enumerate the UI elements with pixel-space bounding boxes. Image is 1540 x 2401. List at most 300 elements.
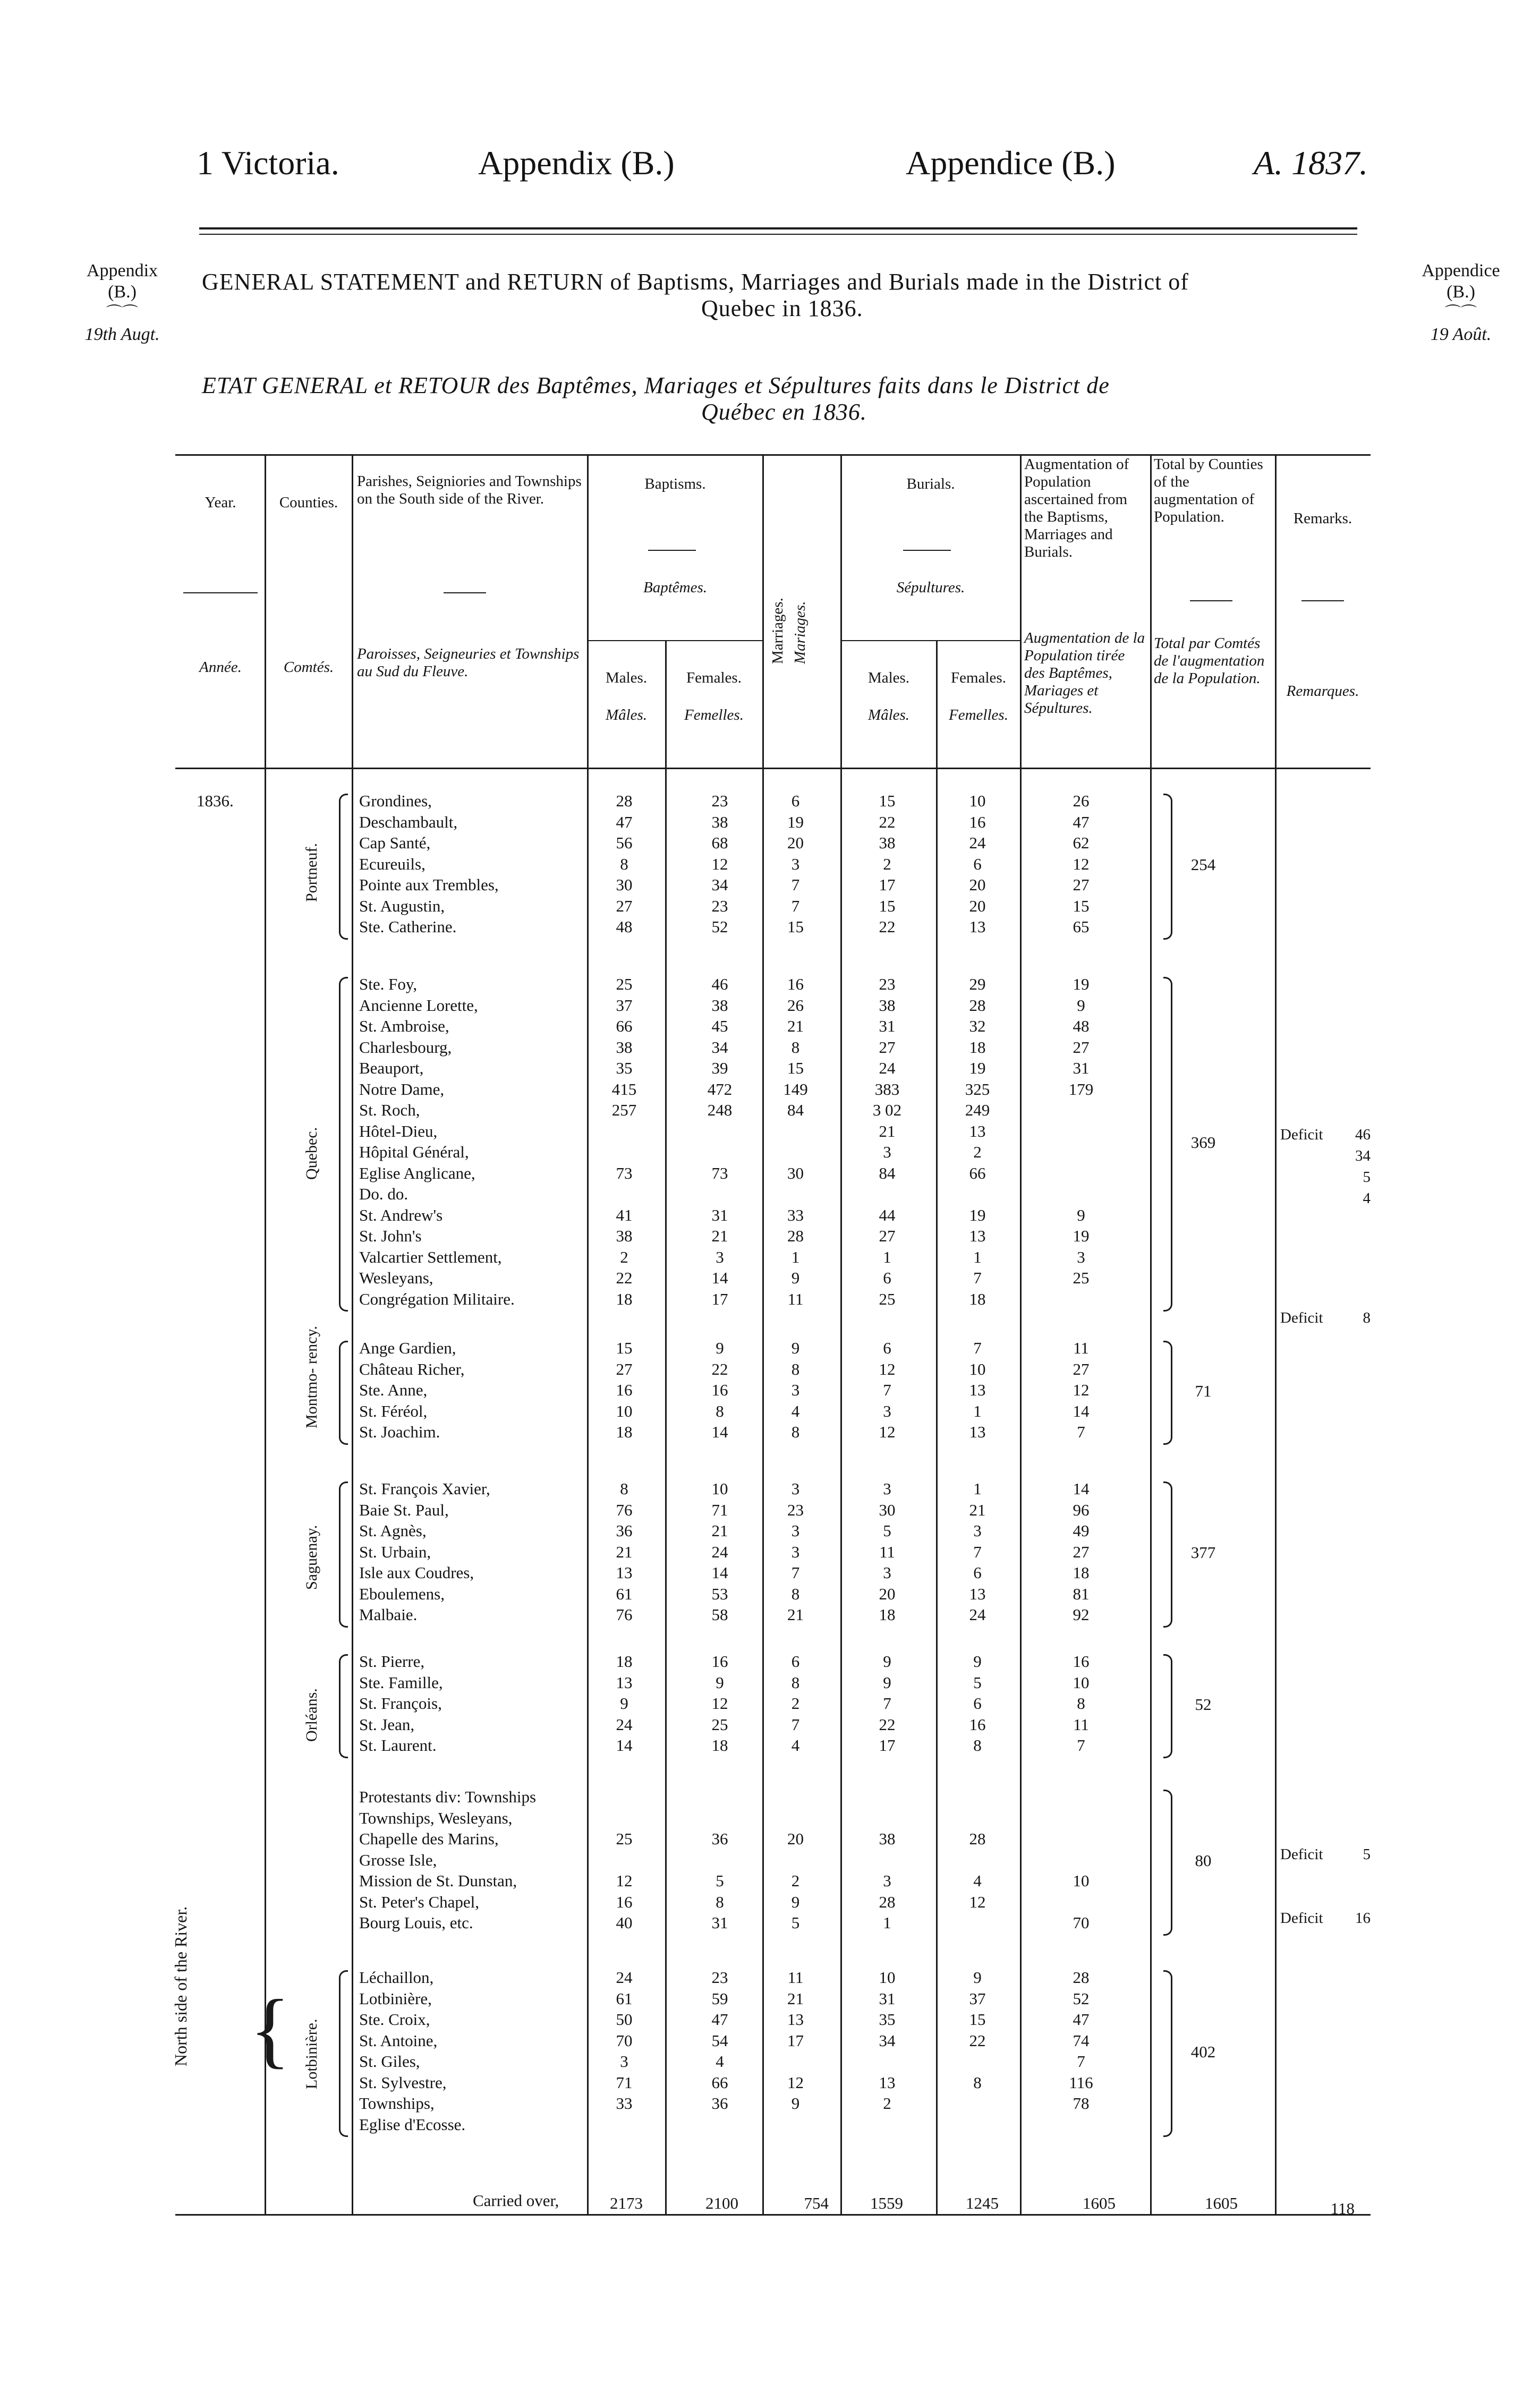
row-value: 179 bbox=[1068, 1079, 1094, 1099]
row-value: 78 bbox=[1073, 2094, 1090, 2113]
col-bur-males: Males. bbox=[867, 669, 910, 686]
vline bbox=[840, 454, 842, 2214]
total-brace bbox=[1163, 1970, 1172, 2137]
row-value: 53 bbox=[711, 1584, 728, 1603]
row-value: 13 bbox=[879, 2073, 896, 2092]
row-value: 8 bbox=[791, 1359, 800, 1378]
row-value: 3 02 bbox=[872, 1101, 902, 1119]
row-value: 76 bbox=[616, 1500, 633, 1519]
remark-value: 4 bbox=[1363, 1190, 1371, 1207]
row-value: 45 bbox=[711, 1017, 728, 1035]
title-fr-line2: Québec en 1836. bbox=[701, 399, 867, 425]
row-value: 3 bbox=[716, 1247, 724, 1266]
row-value: 19 bbox=[1073, 1227, 1090, 1245]
row-value: 2 bbox=[791, 1694, 800, 1713]
row-value: 7 bbox=[973, 1268, 982, 1287]
parish-name: St. François, bbox=[359, 1694, 442, 1713]
row-value: 1 bbox=[883, 1913, 891, 1932]
row-value: 14 bbox=[711, 1563, 728, 1582]
row-value: 27 bbox=[879, 1227, 896, 1245]
row-value: 4 bbox=[973, 1871, 982, 1890]
row-value: 76 bbox=[616, 1605, 633, 1624]
row-value: 2 bbox=[883, 2094, 891, 2113]
row-value: 27 bbox=[1073, 1359, 1090, 1378]
row-value: 472 bbox=[707, 1079, 733, 1099]
parish-name: Malbaie. bbox=[359, 1605, 418, 1624]
row-value: 47 bbox=[711, 2010, 728, 2029]
row-value: 2 bbox=[883, 854, 891, 873]
row-value: 14 bbox=[711, 1268, 728, 1287]
parish-name: Léchaillon, bbox=[359, 1968, 434, 1987]
row-value: 3 bbox=[883, 1401, 891, 1420]
row-value: 27 bbox=[879, 1037, 896, 1057]
county-total: 402 bbox=[1190, 2042, 1216, 2061]
parish-name: Valcartier Settlement, bbox=[359, 1247, 502, 1266]
remark-deficit: Deficit bbox=[1280, 1126, 1323, 1143]
margin-left: Appendix (B.) ⌒⌒ 19th Augt. bbox=[84, 261, 160, 344]
row-value: 30 bbox=[879, 1500, 896, 1519]
row-value: 24 bbox=[969, 833, 986, 852]
row-value: 71 bbox=[616, 2073, 633, 2092]
row-value: 8 bbox=[620, 1479, 628, 1498]
row-value: 8 bbox=[791, 1673, 800, 1692]
parish-name: St. François Xavier, bbox=[359, 1479, 490, 1498]
county-name: Portneuf. bbox=[303, 843, 320, 902]
header-sep bbox=[1301, 600, 1344, 601]
row-value: 12 bbox=[787, 2073, 804, 2092]
row-value: 4 bbox=[791, 1736, 800, 1755]
parish-name: Ste. Foy, bbox=[359, 975, 418, 993]
row-value: 9 bbox=[620, 1694, 628, 1713]
row-value: 16 bbox=[969, 1715, 986, 1734]
row-value: 9 bbox=[716, 1673, 724, 1692]
county-name: Lotbinière. bbox=[303, 2019, 320, 2089]
row-value: 9 bbox=[791, 1268, 800, 1287]
table-bottom-rule bbox=[175, 2214, 1371, 2216]
row-value: 3 bbox=[791, 1542, 800, 1561]
parish-name: Grondines, bbox=[359, 791, 432, 810]
header-center-left: Appendix (B.) bbox=[478, 144, 675, 182]
row-value: 48 bbox=[616, 917, 633, 936]
county-brace bbox=[339, 1482, 348, 1628]
vline bbox=[665, 640, 667, 2214]
row-value: 5 bbox=[883, 1521, 891, 1540]
row-value: 33 bbox=[787, 1205, 804, 1224]
row-value: 9 bbox=[973, 1968, 982, 1987]
row-value: 54 bbox=[711, 2031, 728, 2050]
row-value: 20 bbox=[879, 1584, 896, 1603]
row-value: 11 bbox=[1073, 1715, 1089, 1734]
row-value: 2 bbox=[973, 1143, 982, 1161]
row-value: 12 bbox=[616, 1871, 633, 1890]
header-sep bbox=[183, 592, 258, 593]
row-value: 415 bbox=[611, 1079, 637, 1099]
row-value: 17 bbox=[879, 875, 896, 894]
row-value: 31 bbox=[879, 1989, 896, 2008]
remark-value: 8 bbox=[1363, 1309, 1371, 1326]
row-value: 36 bbox=[711, 2094, 728, 2113]
row-value: 12 bbox=[711, 854, 728, 873]
row-value: 34 bbox=[711, 1037, 728, 1057]
row-value: 16 bbox=[616, 1381, 633, 1399]
row-value: 22 bbox=[969, 2031, 986, 2050]
row-value: 10 bbox=[879, 1968, 896, 1987]
row-value: 49 bbox=[1073, 1521, 1090, 1540]
vline bbox=[1150, 454, 1152, 2214]
col-bur-females-fr: Femelles. bbox=[949, 706, 1008, 723]
row-value: 21 bbox=[711, 1227, 728, 1245]
col-counties: Counties. bbox=[279, 494, 338, 511]
row-value: 38 bbox=[879, 1829, 896, 1848]
margin-right: Appendice (B.) ⌒⌒ 19 Août. bbox=[1422, 261, 1500, 344]
row-value: 26 bbox=[1073, 791, 1090, 810]
row-value: 20 bbox=[969, 896, 986, 915]
row-value: 31 bbox=[711, 1205, 728, 1224]
row-value: 9 bbox=[1077, 995, 1085, 1015]
total-brace bbox=[1163, 977, 1172, 1312]
row-value: 7 bbox=[973, 1542, 982, 1561]
row-value: 21 bbox=[879, 1121, 896, 1140]
row-value: 16 bbox=[969, 812, 986, 831]
row-value: 48 bbox=[1073, 1017, 1090, 1035]
row-value: 18 bbox=[969, 1037, 986, 1057]
county-brace bbox=[339, 977, 348, 1312]
row-value: 11 bbox=[787, 1968, 804, 1987]
row-value: 9 bbox=[791, 2094, 800, 2113]
row-value: 19 bbox=[1073, 975, 1090, 993]
parish-name: St. Peter's Chapel, bbox=[359, 1892, 480, 1911]
row-value: 7 bbox=[791, 1563, 800, 1582]
row-value: 8 bbox=[791, 1584, 800, 1603]
row-value: 23 bbox=[711, 1968, 728, 1987]
carried-bur-females: 1245 bbox=[966, 2194, 999, 2212]
row-value: 7 bbox=[883, 1381, 891, 1399]
row-value: 23 bbox=[711, 791, 728, 810]
row-value: 38 bbox=[879, 995, 896, 1015]
county-total: 369 bbox=[1190, 1133, 1216, 1152]
region-label: North side of the River. bbox=[171, 1906, 190, 2066]
row-value: 38 bbox=[616, 1037, 633, 1057]
col-total-fr: Total par Comtés de l'augmentation de la Population. bbox=[1154, 635, 1265, 687]
col-bap-males: Males. bbox=[605, 669, 648, 686]
remark-value: 46 bbox=[1355, 1126, 1371, 1143]
row-value: 3 bbox=[973, 1521, 982, 1540]
row-value: 84 bbox=[787, 1101, 804, 1119]
row-value: 10 bbox=[711, 1479, 728, 1498]
row-value: 15 bbox=[1073, 896, 1090, 915]
county-name: Saguenay. bbox=[303, 1525, 320, 1590]
col-year-fr: Année. bbox=[199, 659, 242, 676]
header-sep bbox=[444, 592, 486, 593]
row-value: 9 bbox=[1077, 1205, 1085, 1224]
parish-name: Eglise Anglicane, bbox=[359, 1163, 475, 1182]
row-value: 5 bbox=[791, 1913, 800, 1932]
row-value: 17 bbox=[711, 1289, 728, 1308]
row-value: 13 bbox=[787, 2010, 804, 2029]
carried-remarks: 118 bbox=[1330, 2199, 1355, 2218]
county-total: 71 bbox=[1195, 1381, 1212, 1400]
row-value: 8 bbox=[1077, 1694, 1085, 1713]
carried-marriages: 754 bbox=[804, 2194, 829, 2212]
col-marriages: Marriages. bbox=[769, 598, 786, 664]
year-value: 1836. bbox=[197, 791, 234, 810]
row-value: 18 bbox=[1073, 1563, 1090, 1582]
county-brace bbox=[339, 1970, 348, 2137]
vline bbox=[762, 454, 764, 2214]
row-value: 13 bbox=[969, 1584, 986, 1603]
row-value: 16 bbox=[616, 1892, 633, 1911]
row-value: 36 bbox=[711, 1829, 728, 1848]
col-counties-fr: Comtés. bbox=[283, 659, 334, 676]
vline bbox=[352, 454, 353, 2214]
row-value: 6 bbox=[973, 854, 982, 873]
row-value: 22 bbox=[879, 812, 896, 831]
row-value: 18 bbox=[616, 1652, 633, 1671]
row-value: 8 bbox=[716, 1401, 724, 1420]
row-value: 47 bbox=[1073, 2010, 1090, 2029]
parish-name: Congrégation Militaire. bbox=[359, 1289, 515, 1308]
region-brace: { bbox=[250, 1982, 291, 2076]
parish-name: Eboulemens, bbox=[359, 1584, 445, 1603]
col-bur-males-fr: Mâles. bbox=[867, 706, 910, 723]
parish-name: St. Agnès, bbox=[359, 1521, 427, 1540]
row-value: 32 bbox=[969, 1017, 986, 1035]
row-value: 9 bbox=[791, 1892, 800, 1911]
row-value: 3 bbox=[791, 1479, 800, 1498]
parish-name: Wesleyans, bbox=[359, 1268, 433, 1287]
row-value: 24 bbox=[879, 1059, 896, 1077]
row-value: 22 bbox=[616, 1268, 633, 1287]
row-value: 248 bbox=[707, 1101, 733, 1119]
row-value: 24 bbox=[616, 1715, 633, 1734]
row-value: 17 bbox=[787, 2031, 804, 2050]
header-right: A. 1837. bbox=[1254, 144, 1368, 182]
row-value: 11 bbox=[787, 1289, 804, 1308]
row-value: 9 bbox=[716, 1339, 724, 1357]
col-remarks-fr: Remarques. bbox=[1286, 683, 1359, 700]
row-value: 81 bbox=[1073, 1584, 1090, 1603]
row-value: 1 bbox=[883, 1247, 891, 1266]
remark-value: 16 bbox=[1355, 1910, 1371, 1927]
row-value: 41 bbox=[616, 1205, 633, 1224]
row-value: 21 bbox=[787, 1017, 804, 1035]
row-value: 8 bbox=[791, 1423, 800, 1441]
county-total: 52 bbox=[1195, 1695, 1212, 1714]
carried-augmentation: 1605 bbox=[1083, 2194, 1116, 2212]
row-value: 2 bbox=[791, 1871, 800, 1890]
header-sep bbox=[903, 550, 951, 551]
parish-name: Pointe aux Trembles, bbox=[359, 875, 499, 894]
row-value: 6 bbox=[791, 791, 800, 810]
row-value: 6 bbox=[883, 1339, 891, 1357]
row-value: 8 bbox=[973, 1736, 982, 1755]
row-value: 20 bbox=[787, 833, 804, 852]
parish-name: Townships, Wesleyans, bbox=[359, 1808, 513, 1827]
parish-name: Charlesbourg, bbox=[359, 1037, 452, 1057]
county-total: 80 bbox=[1195, 1851, 1212, 1870]
row-value: 12 bbox=[711, 1694, 728, 1713]
row-value: 8 bbox=[716, 1892, 724, 1911]
col-bap-females: Females. bbox=[686, 669, 742, 686]
county-brace bbox=[339, 794, 348, 940]
parish-name: Isle aux Coudres, bbox=[359, 1563, 474, 1582]
remark-deficit: Deficit bbox=[1280, 1910, 1323, 1927]
row-value: 16 bbox=[711, 1381, 728, 1399]
vline bbox=[265, 454, 266, 2214]
row-value: 9 bbox=[973, 1652, 982, 1671]
row-value: 30 bbox=[616, 875, 633, 894]
parish-name: St. Roch, bbox=[359, 1101, 420, 1119]
row-value: 12 bbox=[879, 1423, 896, 1441]
parish-name: St. Laurent. bbox=[359, 1736, 437, 1755]
row-value: 8 bbox=[791, 1037, 800, 1057]
row-value: 27 bbox=[1073, 875, 1090, 894]
row-value: 18 bbox=[879, 1605, 896, 1624]
row-value: 23 bbox=[787, 1500, 804, 1519]
col-baptisms-fr: Baptêmes. bbox=[643, 579, 707, 596]
row-value: 18 bbox=[711, 1736, 728, 1755]
row-value: 7 bbox=[1077, 1736, 1085, 1755]
row-value: 3 bbox=[620, 2052, 628, 2071]
parish-name: St. Andrew's bbox=[359, 1205, 443, 1224]
row-value: 13 bbox=[969, 1381, 986, 1399]
parish-name: Ste. Famille, bbox=[359, 1673, 443, 1692]
col-parishes-fr: Paroisses, Seigneuries et Townships au Sud du Fleuve. bbox=[357, 645, 580, 680]
row-value: 70 bbox=[1073, 1913, 1090, 1932]
row-value: 13 bbox=[616, 1673, 633, 1692]
row-value: 19 bbox=[969, 1205, 986, 1224]
vline bbox=[936, 640, 938, 2214]
row-value: 3 bbox=[883, 1479, 891, 1498]
total-brace bbox=[1163, 1341, 1172, 1445]
row-value: 34 bbox=[879, 2031, 896, 2050]
row-value: 10 bbox=[1073, 1673, 1090, 1692]
row-value: 71 bbox=[711, 1500, 728, 1519]
carried-over-label: Carried over, bbox=[473, 2191, 559, 2210]
parish-name: Protestants div: Townships bbox=[359, 1787, 537, 1806]
row-value: 14 bbox=[616, 1736, 633, 1755]
row-value: 31 bbox=[711, 1913, 728, 1932]
row-value: 20 bbox=[969, 875, 986, 894]
col-augmentation: Augmentation of Population ascertained from the Baptisms, Marriages and Burials. bbox=[1024, 456, 1129, 560]
parish-name: Townships, bbox=[359, 2094, 435, 2113]
row-value: 16 bbox=[1073, 1652, 1090, 1671]
row-value: 31 bbox=[1073, 1059, 1090, 1077]
row-value: 44 bbox=[879, 1205, 896, 1224]
row-value: 37 bbox=[616, 995, 633, 1015]
row-value: 11 bbox=[1073, 1339, 1089, 1357]
county-brace bbox=[339, 1341, 348, 1445]
row-value: 20 bbox=[787, 1829, 804, 1848]
row-value: 7 bbox=[791, 896, 800, 915]
row-value: 46 bbox=[711, 975, 728, 993]
row-value: 7 bbox=[1077, 1423, 1085, 1441]
row-value: 21 bbox=[787, 1989, 804, 2008]
row-value: 7 bbox=[1077, 2052, 1085, 2071]
row-value: 3 bbox=[791, 854, 800, 873]
row-value: 21 bbox=[711, 1521, 728, 1540]
parish-name: Ecureuils, bbox=[359, 854, 426, 873]
row-value: 15 bbox=[879, 896, 896, 915]
row-value: 84 bbox=[879, 1163, 896, 1182]
row-value: 96 bbox=[1073, 1500, 1090, 1519]
row-value: 14 bbox=[711, 1423, 728, 1441]
vline bbox=[1275, 454, 1277, 2214]
row-value: 73 bbox=[616, 1163, 633, 1182]
row-value: 27 bbox=[616, 896, 633, 915]
col-burials: Burials. bbox=[906, 475, 955, 492]
row-value: 70 bbox=[616, 2031, 633, 2050]
remark-value: 5 bbox=[1363, 1169, 1371, 1186]
row-value: 38 bbox=[879, 833, 896, 852]
parish-name: St. Jean, bbox=[359, 1715, 415, 1734]
col-total: Total by Counties of the augmentation of Population. bbox=[1154, 456, 1263, 525]
parish-name: Deschambault, bbox=[359, 812, 458, 831]
remark-deficit: Deficit bbox=[1280, 1846, 1323, 1863]
row-value: 1 bbox=[973, 1401, 982, 1420]
row-value: 34 bbox=[711, 875, 728, 894]
header-sep bbox=[589, 640, 762, 641]
row-value: 13 bbox=[969, 1423, 986, 1441]
county-name: Orléans. bbox=[303, 1688, 320, 1742]
row-value: 52 bbox=[711, 917, 728, 936]
row-value: 15 bbox=[787, 1059, 804, 1077]
row-value: 37 bbox=[969, 1989, 986, 2008]
total-brace bbox=[1163, 1654, 1172, 1758]
header-rule-thin bbox=[199, 234, 1357, 235]
row-value: 47 bbox=[616, 812, 633, 831]
row-value: 61 bbox=[616, 1584, 633, 1603]
row-value: 7 bbox=[791, 875, 800, 894]
parish-name: Baie St. Paul, bbox=[359, 1500, 449, 1519]
row-value: 14 bbox=[1073, 1479, 1090, 1498]
row-value: 1 bbox=[973, 1479, 982, 1498]
row-value: 24 bbox=[969, 1605, 986, 1624]
parish-name: St. Pierre, bbox=[359, 1652, 425, 1671]
parish-name: Do. do. bbox=[359, 1185, 409, 1203]
row-value: 62 bbox=[1073, 833, 1090, 852]
row-value: 92 bbox=[1073, 1605, 1090, 1624]
parish-name: St. Antoine, bbox=[359, 2031, 438, 2050]
row-value: 4 bbox=[791, 1401, 800, 1420]
row-value: 66 bbox=[616, 1017, 633, 1035]
header-center-right: Appendice (B.) bbox=[906, 144, 1116, 182]
row-value: 325 bbox=[965, 1079, 990, 1099]
parish-name: Ste. Catherine. bbox=[359, 917, 457, 936]
parish-name: Château Richer, bbox=[359, 1359, 465, 1378]
parish-name: St. Joachim. bbox=[359, 1423, 440, 1441]
row-value: 27 bbox=[616, 1359, 633, 1378]
parish-name: St. Giles, bbox=[359, 2052, 420, 2071]
col-year: Year. bbox=[205, 494, 236, 511]
row-value: 149 bbox=[783, 1079, 808, 1099]
county-total: 377 bbox=[1190, 1543, 1216, 1562]
row-value: 18 bbox=[616, 1289, 633, 1308]
row-value: 3 bbox=[791, 1521, 800, 1540]
row-value: 16 bbox=[787, 975, 804, 993]
header-sep bbox=[648, 550, 696, 551]
col-parishes: Parishes, Seigniories and Townships on the South side of the River. bbox=[357, 473, 582, 507]
table-header-rule bbox=[175, 768, 1371, 769]
row-value: 30 bbox=[787, 1163, 804, 1182]
row-value: 66 bbox=[969, 1163, 986, 1182]
row-value: 10 bbox=[616, 1401, 633, 1420]
parish-name: St. Ambroise, bbox=[359, 1017, 449, 1035]
parish-name: Mission de St. Dunstan, bbox=[359, 1871, 517, 1890]
row-value: 59 bbox=[711, 1989, 728, 2008]
parish-name: St. Urbain, bbox=[359, 1542, 431, 1561]
row-value: 25 bbox=[616, 975, 633, 993]
